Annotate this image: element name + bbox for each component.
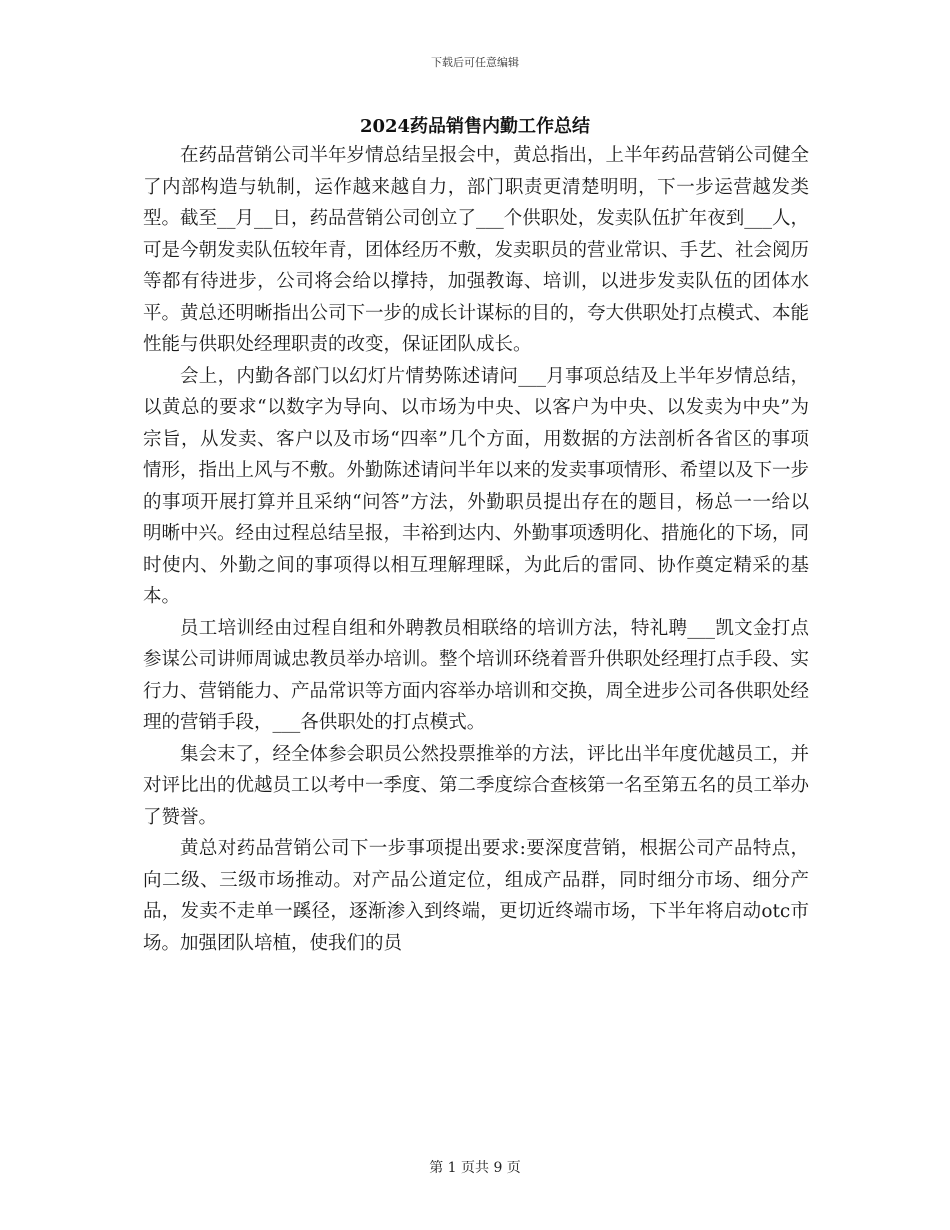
document-title: 2024药品销售内勤工作总结 [359,116,591,137]
paragraph-4: 集会末了，经全体参会职员公然投票推举的方法，评比出半年度优越员工，并对评比出的优越员工以考中一季度、第二季度综合查核第一名至第五名的员工举办了赞誉。 [143,743,810,828]
paragraph-1: 在药品营销公司半年岁情总结呈报会中，黄总指出，上半年药品营销公司健全了内部构造与轨制，运作越来越自力，部门职责更清楚明明，下一步运营越发类型。截至__月__日，药品营销公司创立了___个供职处，发卖队伍扩年夜到___人，可是今朝发卖队伍较年青，团体经历不敷，发卖职员的营业常识、手艺、社会阅历等都有待进步，公司将会给以撑持，加强教诲、培训，以进步发卖队伍的团体水平。黄总还明晰指出公司下一步的成长计谋标的目的，夸大供职处打点模式、本能性能与供职处经理职责的改变，保证团队成长。 [143,145,810,355]
page-number: 第 1 页共 9 页 [429,1160,521,1176]
paragraph-3: 员工培训经由过程自组和外聘教员相联络的培训方法，特礼聘___凯文金打点参谋公司讲师周诚忠教员举办培训。整个培训环绕着晋升供职处经理打点手段、实行力、营销能力、产品常识等方面内容举办培训和交换，周全进步公司各供职处经理的营销手段，___各供职处的打点模式。 [143,617,810,733]
page-header-note: 下载后可任意编辑 [431,56,519,69]
paragraph-2: 会上，内勤各部门以幻灯片情势陈述请问___月事项总结及上半年岁情总结，以黄总的要求“以数字为导向、以市场为中央、以客户为中央、以发卖为中央”为宗旨，从发卖、客户以及市场“四率”几个方面，用数据的方法剖析各省区的事项情形，指出上风与不敷。外勤陈述请问半年以来的发卖事项情形、希望以及下一步的事项开展打算并且采纳“问答”方法，外勤职员提出存在的题目，杨总一一给以明晰中兴。经由过程总结呈报，丰裕到达内、外勤事项透明化、措施化的下场，同时使内、外勤之间的事项得以相互理解理睬，为此后的雷同、协作奠定精采的基本。 [143,365,810,607]
paragraph-5: 黄总对药品营销公司下一步事项提出要求:要深度营销，根据公司产品特点，向二级、三级市场推动。对产品公道定位，组成产品群，同时细分市场、细分产品，发卖不走单一蹊径，逐渐渗入到终端，更切近终端市场，下半年将启动otc市场。加强团队培植，使我们的员 [143,838,809,954]
document-body [143,140,809,959]
